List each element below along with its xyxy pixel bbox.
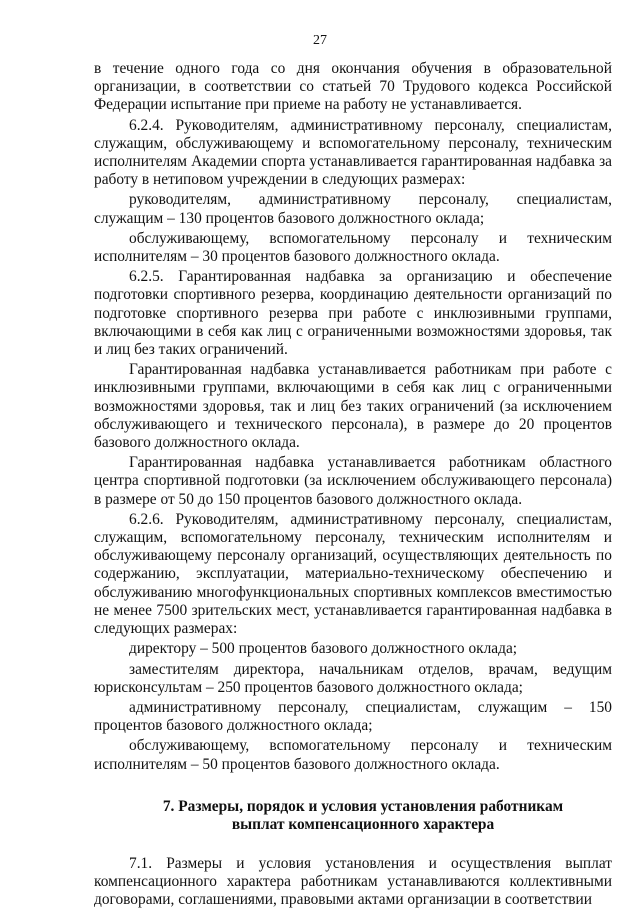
page-number: 27 xyxy=(313,33,327,48)
paragraph-continuation: в течение одного года со дня окончания обучения в образовательной организации, в соответствии со статьей 70 Трудового кодекса Российской Федерации испытание при приеме на работу не устанавливается. xyxy=(94,60,612,114)
list-item-service-30: обслуживающему, вспомогательному персоналу и техническим исполнителям – 30 процентов базового должностного оклада. xyxy=(94,229,612,266)
paragraph-6-2-6: 6.2.6. Руководителям, административному персоналу, специалистам, служащим, вспомогательному персоналу, техническим исполнителям и обслуживающему персоналу организаций, осуществляющих деятельность по содержанию, эксплуатации, материально-техническому обеспечению и обслуживанию многофункциональных спортивных комплексов вместимостью не менее 7500 зрительских мест, устанавливается гарантированная надбавка в следующих размерах: xyxy=(94,510,612,638)
paragraph-6-2-5: 6.2.5. Гарантированная надбавка за организацию и обеспечение подготовки спортивного резерва, координацию деятельности организаций по подготовке спортивного резерва при работе с инклюзивными группами, включающими в себя как лиц с ограниченными возможностями здоровья, так и лиц без таких ограничений. xyxy=(94,268,612,359)
paragraph-6-2-4: 6.2.4. Руководителям, административному персоналу, специалистам, служащим, обслуживающему и вспомогательному персоналу, техническим исполнителям Академии спорта устанавливается гарантированная надбавка за работу в нетиповом учреждении в следующих размерах: xyxy=(94,116,612,189)
list-item-deputies-250: заместителям директора, начальникам отделов, врачам, ведущим юрисконсультам – 250 процентов базового должностного оклада; xyxy=(94,660,612,696)
paragraph-regional-center: Гарантированная надбавка устанавливается работникам областного центра спортивной подготовки (за исключением обслуживающего персонала) в размере от 50 до 150 процентов базового должностного оклада. xyxy=(94,454,612,508)
list-item-admin-150: административному персоналу, специалистам, служащим – 150 процентов базового должностного оклада; xyxy=(94,698,612,735)
section-heading-line-1: 7. Размеры, порядок и условия установления работникам xyxy=(162,797,564,815)
section-heading-line-2: выплат компенсационного характера xyxy=(231,816,495,834)
list-item-director-500: директору – 500 процентов базового должностного оклада; xyxy=(129,640,518,658)
list-item-managers-130: руководителям, административному персоналу, специалистам, служащим – 130 процентов базового должностного оклада; xyxy=(94,191,612,227)
section-heading-7 xyxy=(94,798,612,835)
paragraph-inclusive-groups: Гарантированная надбавка устанавливается работникам при работе с инклюзивными группами, включающими в себя как лиц с ограниченными возможностями здоровья, так и лиц без таких ограничений (за исключением обслуживающего и технического персонала), в размере до 20 процентов базового должностного оклада. xyxy=(94,361,612,452)
paragraph-7-1: 7.1. Размеры и условия установления и осуществления выплат компенсационного характера работникам устанавливаются коллективными договорами, соглашениями, правовыми актами организации в соответствии xyxy=(94,854,612,909)
document-body xyxy=(94,60,612,909)
list-item-service-50: обслуживающему, вспомогательному персоналу и техническим исполнителям – 50 процентов базового должностного оклада. xyxy=(94,737,612,773)
